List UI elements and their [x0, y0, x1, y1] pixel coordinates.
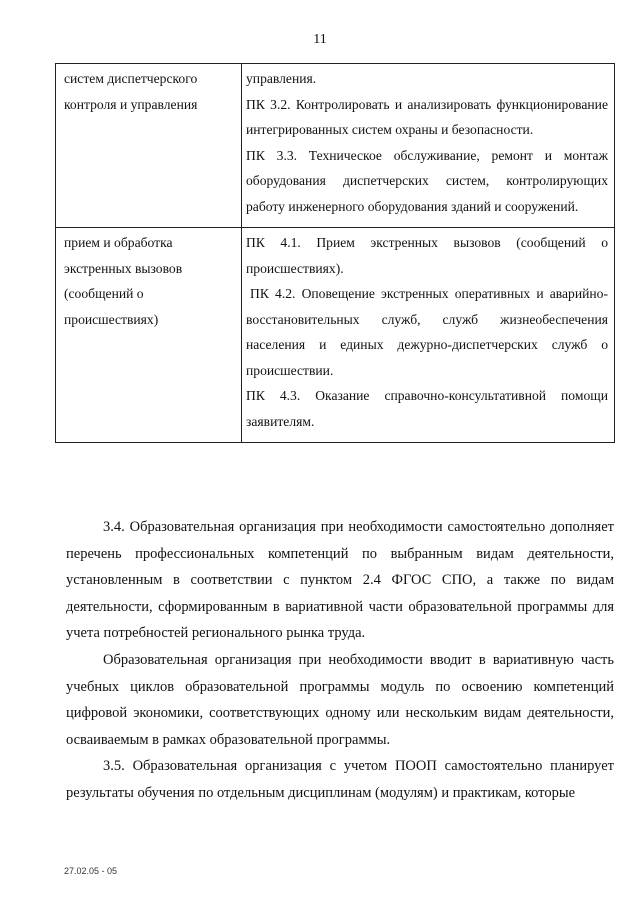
- paragraph: 3.5. Образовательная организация с учетом ПООП самостоятельно планирует результаты обучения по отдельным дисциплинам (модулям) и практикам, которые: [66, 758, 614, 801]
- paragraph: 3.4. Образовательная организация при необходимости самостоятельно дополняет перечень профессиональных компетенций по выбранным видам деятельности, установленным в соответствии с пунктом 2.4 ФГОС СПО, а также по видам деятельности, сформированным в вариативной части образовательной программы для учета потребностей регионального рынка труда.: [66, 519, 614, 642]
- activity-cell: систем диспетчерского контроля и управления: [56, 64, 242, 228]
- table-row: [56, 228, 615, 443]
- competency-text: ПК 4.2. Оповещение экстренных оперативных и аварийно-восстановительных служб, служб жизнеобеспечения населения и единых дежурно-диспетчерских служб о происшествии.: [246, 286, 608, 378]
- activity-cell: прием и обработка экстренных вызовов (сообщений о происшествиях): [56, 228, 242, 443]
- document-code: 27.02.05 - 05: [64, 866, 118, 876]
- paragraph: Образовательная организация при необходимости вводит в вариативную часть учебных циклов образовательной программы модуль по освоению компетенций цифровой экономики, соответствующих одному или нескольким видам деятельности, осваиваемым в рамках образовательной программы.: [66, 651, 614, 748]
- competency-text: ПК 3.3. Техническое обслуживание, ремонт и монтаж оборудования диспетчерских систем, контролирующих работу инженерного оборудования зданий и сооружений.: [246, 147, 608, 214]
- competencies-cell: [242, 64, 615, 228]
- competency-text: ПК 3.2. Контролировать и анализировать функционирование интегрированных систем охраны и безопасности.: [246, 96, 608, 137]
- competencies-cell: [242, 228, 615, 443]
- competency-text: управления.: [246, 71, 317, 86]
- page-number: 11: [313, 32, 327, 47]
- competency-text: ПК 4.1. Прием экстренных вызовов (сообщений о происшествиях).: [246, 235, 608, 276]
- competencies-table: [55, 63, 615, 443]
- competency-text: ПК 4.3. Оказание справочно-консультативной помощи заявителям.: [246, 388, 608, 429]
- body-text: [66, 514, 614, 807]
- table-row: [56, 64, 615, 228]
